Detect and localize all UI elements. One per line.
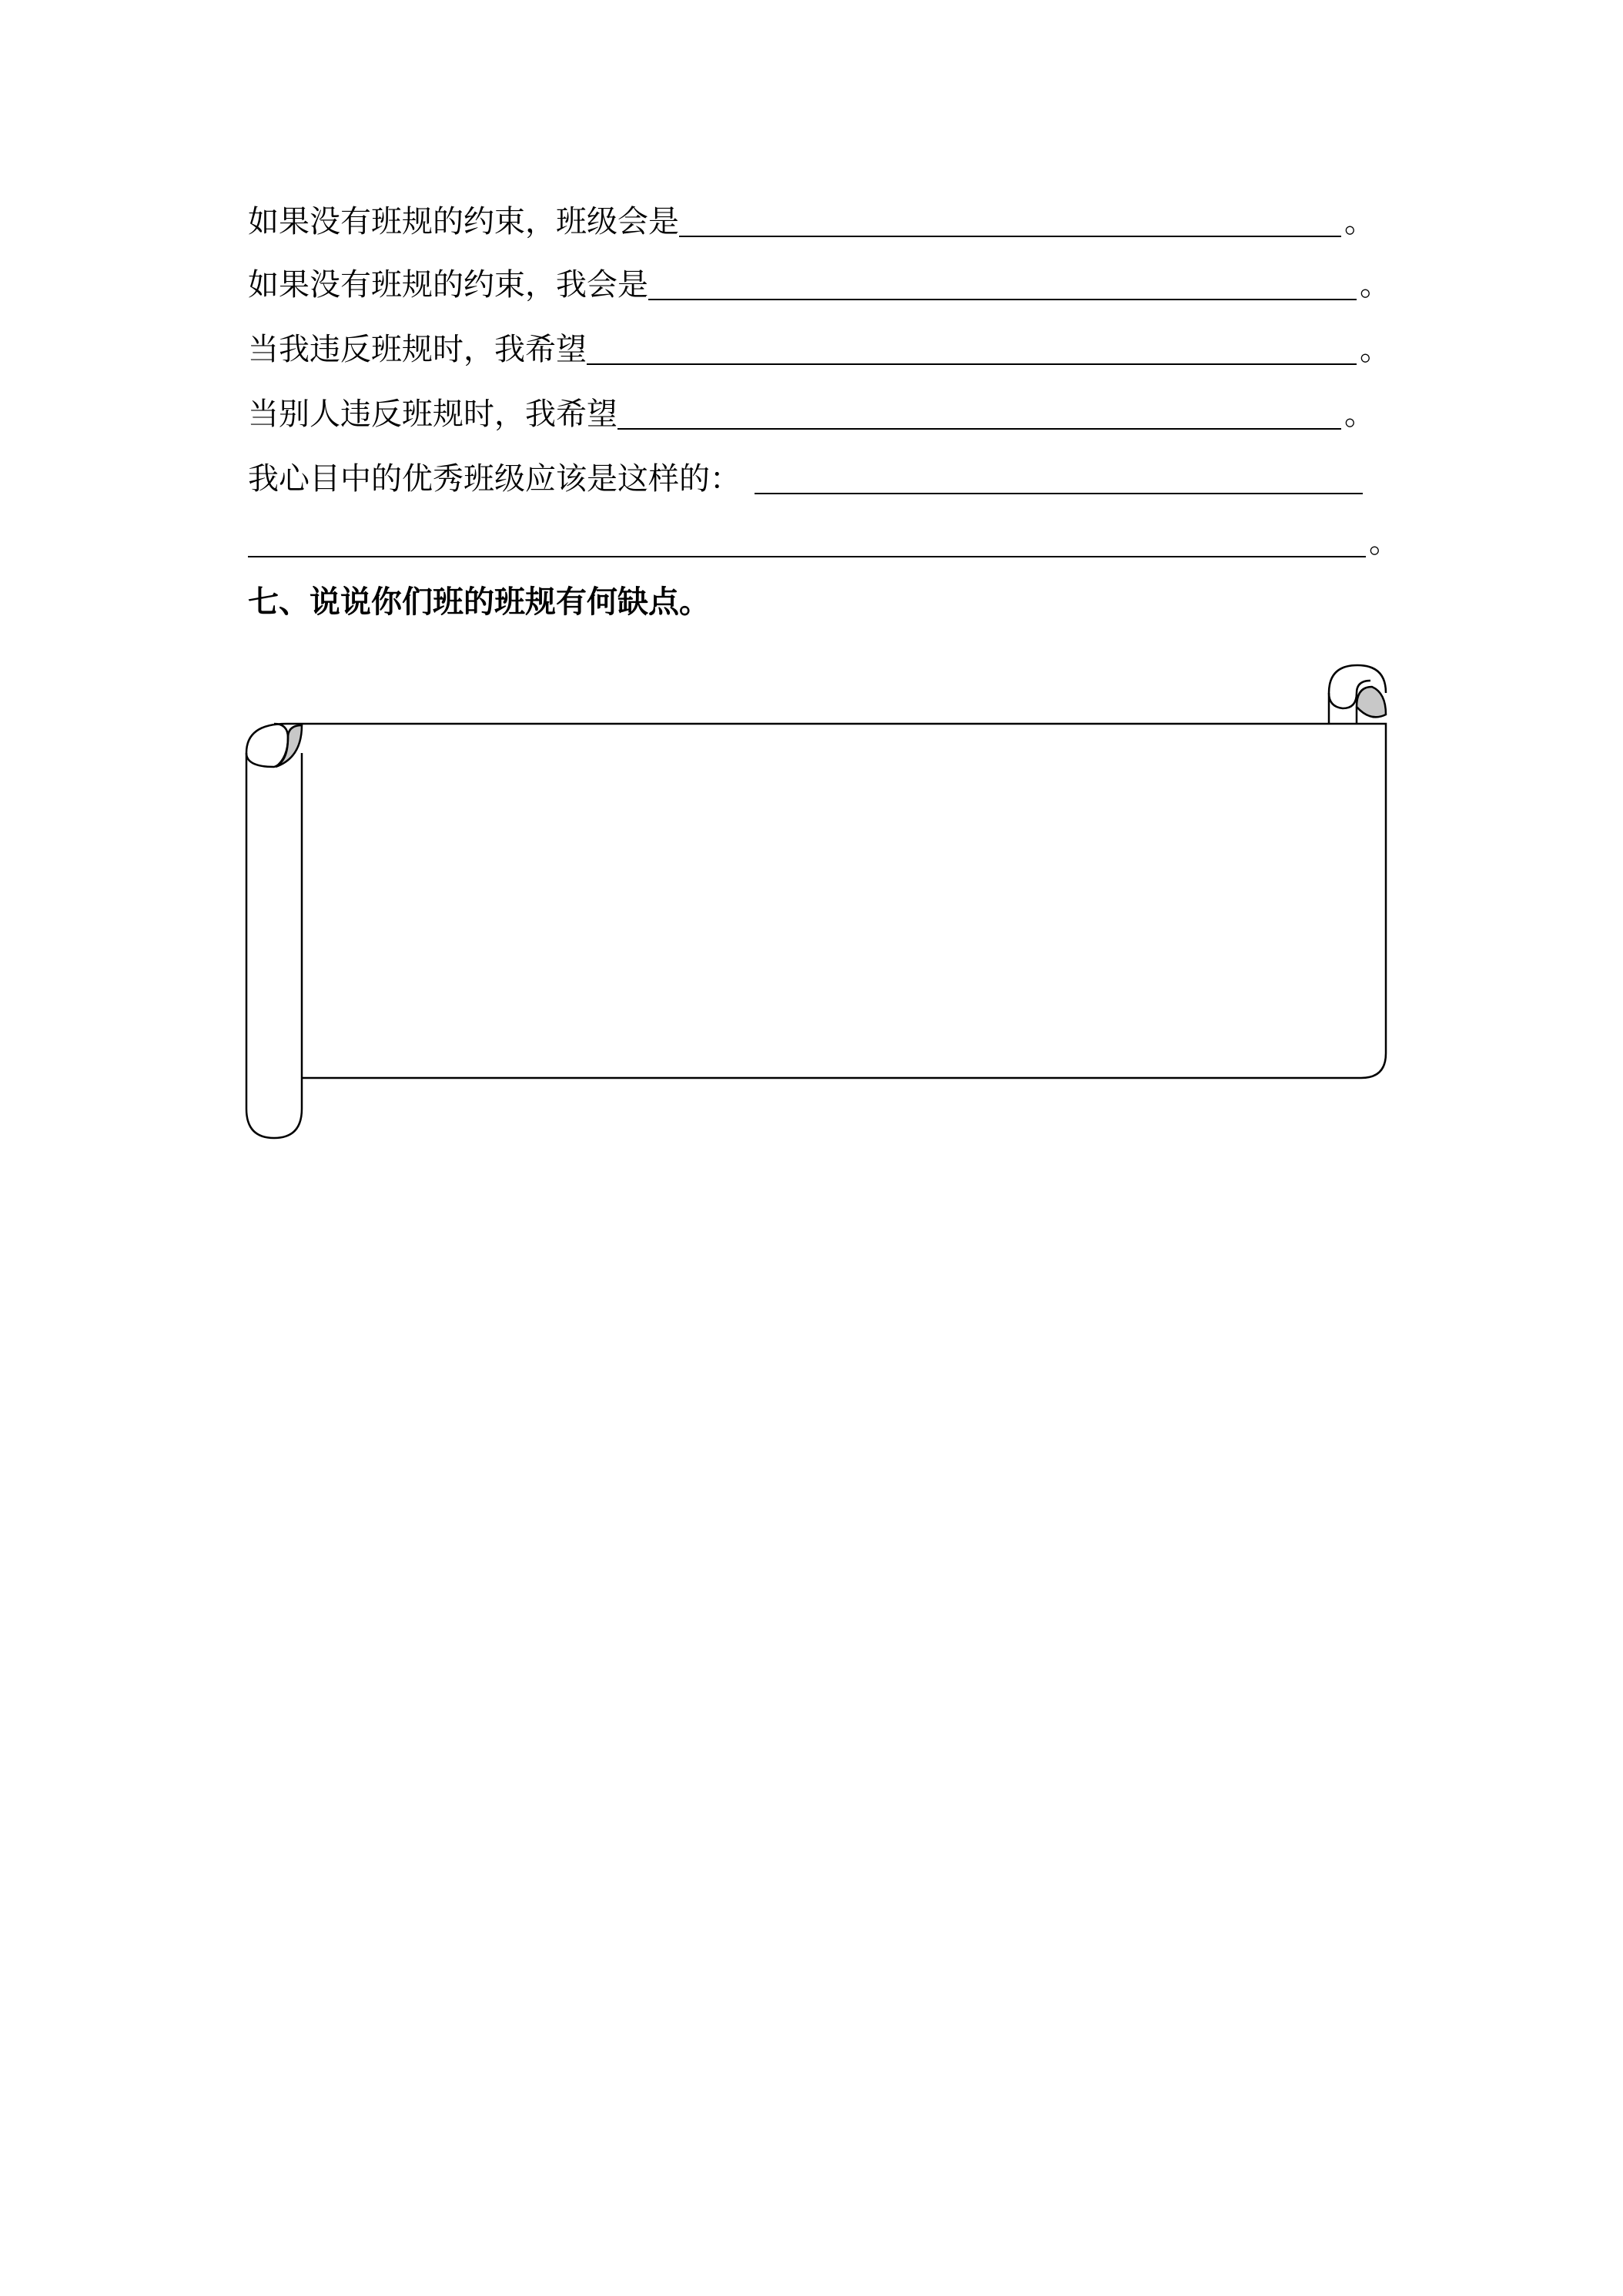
question-prompt: 如果没有班规的约束，班级会是 (248, 204, 679, 239)
answer-blank[interactable] (648, 265, 1357, 300)
answer-blank[interactable] (248, 522, 1366, 557)
question-end-mark: 。 (1360, 332, 1390, 367)
question-end-mark: 。 (1369, 524, 1400, 560)
scroll-right-curl-icon (1357, 687, 1386, 717)
question-end-mark: 。 (1344, 397, 1375, 432)
scroll-answer-box[interactable] (231, 647, 1417, 1155)
question-prompt: 当别人违反班规时，我希望 (248, 397, 617, 432)
question-end-mark: 。 (1360, 267, 1390, 303)
scroll-body (286, 724, 1386, 1078)
scroll-left-roll (246, 724, 302, 1138)
question-end-mark: 。 (1344, 204, 1375, 239)
answer-blank[interactable] (755, 459, 1363, 494)
question-prompt: 如果没有班规的约束，我会是 (248, 267, 648, 303)
scroll-left-curl-icon (276, 725, 302, 767)
question-line-4 (248, 391, 1375, 437)
answer-blank[interactable] (587, 330, 1357, 365)
answer-blank[interactable] (679, 202, 1341, 237)
question-prompt: 当我违反班规时，我希望 (248, 332, 587, 367)
question-line-3 (248, 326, 1390, 373)
section-heading: 七、说说你们班的班规有何缺点。 (248, 584, 710, 620)
question-prompt: 我心目中的优秀班级应该是这样的： (248, 461, 741, 497)
question-line-2 (248, 262, 1390, 308)
question-line-5 (248, 456, 1397, 502)
question-line-1 (248, 199, 1375, 245)
question-line-6 (248, 519, 1400, 565)
answer-blank[interactable] (617, 394, 1341, 430)
